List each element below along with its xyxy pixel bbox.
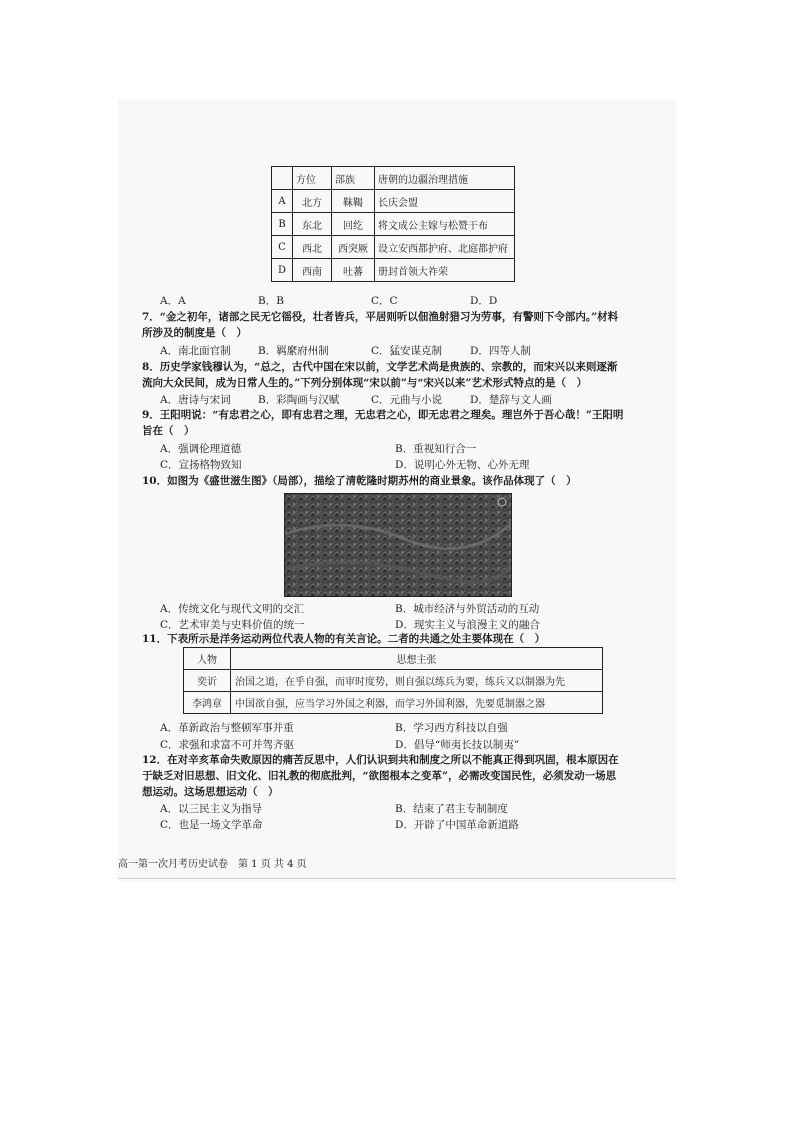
- table-header-cell: 部族: [332, 167, 375, 190]
- q8-option-a[interactable]: A．唐诗与宋词: [160, 394, 231, 406]
- q10-option-d[interactable]: D．现实主义与浪漫主义的融合: [395, 619, 540, 631]
- q7-option-c[interactable]: C．猛安谋克制: [371, 345, 443, 357]
- table-row: [272, 213, 515, 236]
- table-cell: C: [272, 236, 293, 259]
- table-cell: A: [272, 190, 293, 213]
- q8-stem-line1: 8．历史学家钱穆认为，“总之，古代中国在宋以前，文学艺术尚是贵族的、宗教的，而宋兴以来则逐渐: [142, 361, 618, 373]
- page-footer: 高一第一次月考历史试卷 第 1 页 共 4 页: [118, 859, 307, 870]
- q12-stem-line3: 想运动。这场思想运动（ ）: [142, 786, 279, 798]
- table-row: [184, 692, 603, 714]
- table-cell: 东北: [293, 213, 332, 236]
- q12-option-c[interactable]: C．也是一场文学革命: [160, 819, 263, 831]
- q9-stem-line1: 9．王阳明说：“有忠君之心，即有忠君之理，无忠君之心，即无忠君之理矣。理岂外于吾心哉！”王阳明: [142, 409, 624, 421]
- q12-option-d[interactable]: D．开辟了中国革命新道路: [395, 819, 519, 831]
- q9-option-d[interactable]: D．说明心外无物、心外无理: [395, 459, 530, 471]
- q12-option-b[interactable]: B．结束了君主专制制度: [395, 803, 508, 815]
- table-header-row: [184, 648, 603, 670]
- q11-option-b[interactable]: B．学习西方科技以自强: [395, 722, 508, 734]
- table-cell: D: [272, 259, 293, 282]
- table-row: [272, 236, 515, 259]
- table-cell: B: [272, 213, 293, 236]
- q9-option-c[interactable]: C．宣扬格物致知: [160, 459, 242, 471]
- table-cell: 册封首领大祚荣: [375, 259, 515, 282]
- table-cell: 治国之道，在乎自强，而审时度势，则自强以练兵为要，练兵又以制器为先: [231, 670, 603, 692]
- q7-stem-line2: 所涉及的制度是（ ）: [142, 327, 247, 339]
- q7-option-b[interactable]: B．羁縻府州制: [258, 345, 329, 357]
- q7-option-a[interactable]: A．南北面官制: [160, 345, 231, 357]
- table-cell: 回纥: [332, 213, 375, 236]
- table-header-row: [272, 167, 515, 190]
- q11-option-a[interactable]: A．革新政治与整顿军事并重: [160, 722, 294, 734]
- table-row: [272, 259, 515, 282]
- footer-divider: [118, 878, 676, 879]
- tang-frontier-table: [271, 166, 515, 282]
- table-cell: 靺鞨: [332, 190, 375, 213]
- table-cell: 长庆会盟: [375, 190, 515, 213]
- q8-stem-line2: 流向大众民间，成为日常人生的。”下列分别体现“宋以前”与“宋兴以来”艺术形式特点的是（ ）: [142, 377, 587, 389]
- shengshi-zisheng-painting: [284, 493, 512, 597]
- painting-texture: [285, 494, 511, 596]
- table-row: [272, 190, 515, 213]
- table-cell: 李鸿章: [184, 692, 231, 714]
- table-header-cell: 唐朝的边疆治理措施: [375, 167, 515, 190]
- yangwu-quotes-table: [183, 647, 603, 714]
- q8-option-c[interactable]: C．元曲与小说: [371, 394, 443, 406]
- q10-option-b[interactable]: B．城市经济与外贸活动的互动: [395, 603, 540, 615]
- q11-option-c[interactable]: C．求强和求富不可并驾齐驱: [160, 739, 295, 751]
- table-row: [184, 670, 603, 692]
- table-cell: 吐蕃: [332, 259, 375, 282]
- table-header-cell: 方位: [293, 167, 332, 190]
- table-header-cell: 思想主张: [231, 648, 603, 670]
- q12-option-a[interactable]: A．以三民主义为指导: [160, 803, 263, 815]
- q12-stem-line2: 于缺乏对旧思想、旧文化、旧礼教的彻底批判，“欲图根本之变革”，必需改变国民性，必须发动一场思: [142, 770, 617, 782]
- q6-option-b[interactable]: B．B: [258, 295, 284, 307]
- table-cell: 西突厥: [332, 236, 375, 259]
- q7-stem-line1: 7．“金之初年，诸部之民无它徭役，壮者皆兵，平居则听以佃渔射猎习为劳事，有警则下令部内。”材料: [142, 311, 619, 323]
- q12-stem-line1: 12．在对辛亥革命失败原因的痛苦反思中，人们认识到共和制度之所以不能真正得到巩固，根本原因在: [142, 754, 619, 766]
- table-cell: 西北: [293, 236, 332, 259]
- table-cell: 西南: [293, 259, 332, 282]
- q10-option-a[interactable]: A．传统文化与现代文明的交汇: [160, 603, 305, 615]
- q9-option-a[interactable]: A．强调伦理道德: [160, 443, 242, 455]
- table-header-cell: 人物: [184, 648, 231, 670]
- table-cell: 奕䜣: [184, 670, 231, 692]
- q6-option-c[interactable]: C．C: [371, 295, 398, 307]
- q8-option-b[interactable]: B．彩陶画与汉赋: [258, 394, 340, 406]
- q8-option-d[interactable]: D．楚辞与文人画: [470, 394, 552, 406]
- q9-option-b[interactable]: B．重视知行合一: [395, 443, 477, 455]
- table-cell: 将文成公主嫁与松赞干布: [375, 213, 515, 236]
- table-cell: 设立安西都护府、北庭都护府: [375, 236, 515, 259]
- q6-option-a[interactable]: A．A: [160, 295, 186, 307]
- q10-stem-line1: 10．如图为《盛世滋生图》（局部），描绘了清乾隆时期苏州的商业景象。该作品体现了（ ）: [142, 475, 577, 487]
- q6-option-d[interactable]: D．D: [470, 295, 498, 307]
- q7-option-d[interactable]: D．四等人制: [470, 345, 531, 357]
- table-header-cell: [272, 167, 293, 190]
- table-cell: 中国欲自强，应当学习外国之利器，而学习外国利器，先要觅制器之器: [231, 692, 603, 714]
- table-cell: 北方: [293, 190, 332, 213]
- q11-option-d[interactable]: D．倡导“师夷长技以制夷”: [395, 739, 520, 751]
- q9-stem-line2: 旨在（ ）: [142, 425, 195, 437]
- q11-stem-line1: 11．下表所示是洋务运动两位代表人物的有关言论。二者的共通之处主要体现在（ ）: [142, 633, 546, 645]
- q10-option-c[interactable]: C．艺术审美与史料价值的统一: [160, 619, 305, 631]
